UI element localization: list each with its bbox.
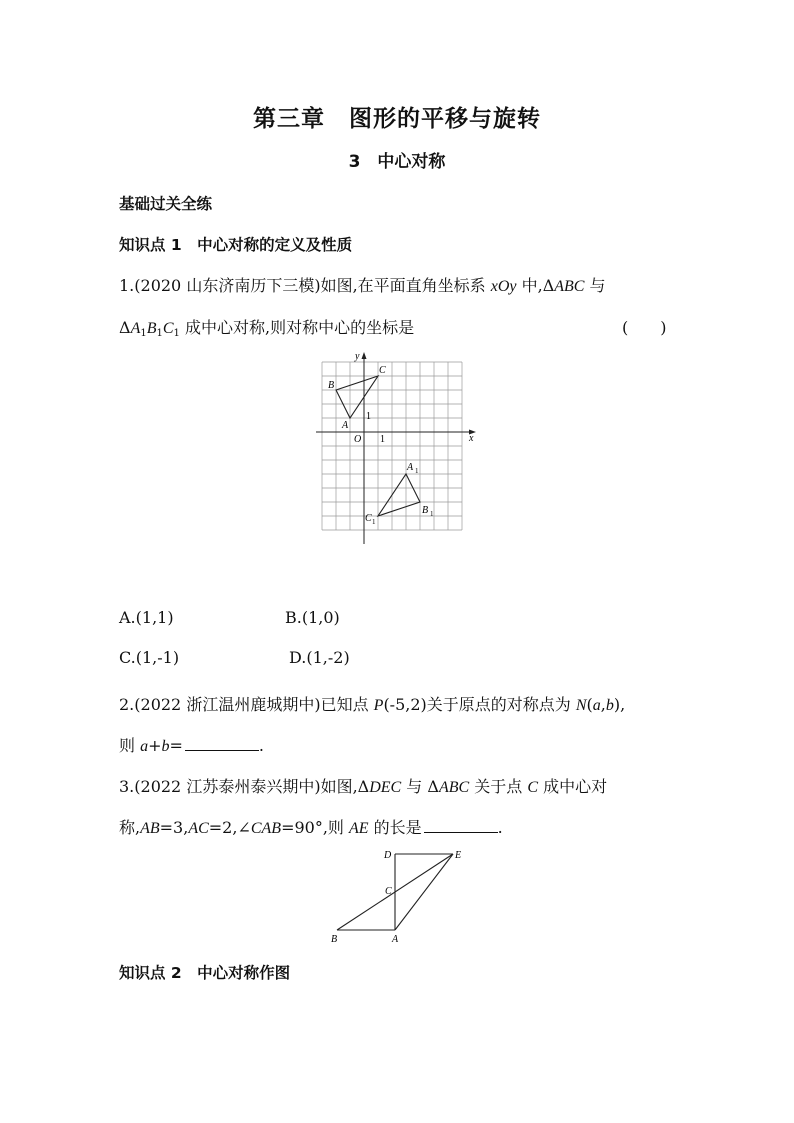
q2-line-1	[119, 692, 625, 715]
q2-equals: =	[169, 736, 183, 755]
triangle-a1b1c1	[378, 474, 420, 516]
q3-line-1	[119, 774, 607, 797]
point-b-label: B	[328, 380, 335, 391]
q3-text-c: 关于点	[469, 777, 528, 796]
q2-point-n: N	[575, 697, 587, 714]
q1-delta: Δ	[119, 318, 131, 337]
q2-n-paren-close: ),	[613, 695, 626, 714]
point-a1-label: A	[407, 462, 414, 473]
q3-ab: AB	[140, 820, 160, 837]
y-label: y	[355, 351, 360, 362]
q2-expr-a: a	[140, 738, 149, 755]
q1-xoy: xOy	[490, 278, 517, 295]
q2-text-a: 已知点	[320, 695, 374, 714]
q3-abc: ABC	[438, 779, 470, 796]
q1-option-b: B.(1,0)	[285, 608, 340, 627]
q3-line2-start: 称,	[119, 818, 141, 837]
q3-number: 3.	[119, 777, 135, 796]
q2-answer-blank[interactable]	[185, 736, 259, 751]
q1-answer-paren: ( )	[622, 318, 667, 337]
chapter-title: 第三章 图形的平移与旋转	[253, 106, 541, 132]
q3-point-c: C	[527, 779, 539, 796]
q3-line-2	[119, 815, 503, 838]
q2-var-a: a	[592, 697, 601, 714]
q1-option-d: D.(1,-2)	[289, 648, 350, 667]
q1-line-1	[119, 273, 606, 296]
q2-text-b: 关于原点的对称点为	[426, 695, 576, 714]
q1-line-2	[119, 315, 414, 339]
q3-label-b: B	[331, 934, 338, 945]
origin-label: O	[354, 434, 362, 445]
q1-text-d: 成中心对称,则对称中心的坐标是	[179, 318, 415, 337]
q2-line-2	[119, 733, 264, 756]
point-b1-label: B	[422, 505, 429, 516]
q3-dec: DEC	[369, 779, 402, 796]
q3-text-b: 与 Δ	[401, 777, 439, 796]
point-b1-sub: 1	[430, 510, 434, 518]
q1-c1-sub: 1	[173, 328, 180, 339]
q2-period: .	[258, 736, 264, 755]
q1-text-c: 与	[584, 276, 606, 295]
section-title: 3 中心对称	[348, 152, 446, 172]
point-a1-sub: 1	[415, 467, 419, 475]
q2-plus: +	[148, 736, 162, 755]
knowledge-point-2-heading: 知识点 2 中心对称作图	[119, 964, 291, 982]
point-a-label: A	[342, 420, 349, 431]
q1-text-b: 中,Δ	[516, 276, 555, 295]
knowledge-point-1-heading: 知识点 1 中心对称的定义及性质	[119, 236, 353, 254]
q3-ae: AE	[349, 820, 369, 837]
q1-option-a: A.(1,1)	[119, 608, 174, 627]
y-axis-arrow-icon	[362, 352, 367, 359]
q2-number: 2.	[119, 695, 135, 714]
q1-c1: C	[162, 320, 174, 337]
q3-ac: AC	[188, 820, 209, 837]
q3-period: .	[497, 818, 503, 837]
q1-b1-sub: 1	[156, 328, 163, 339]
q2-expr-b: b	[161, 738, 170, 755]
q1-coordinate-figure	[310, 350, 485, 550]
q3-label-a: A	[392, 934, 399, 945]
q3-source: (2022 江苏泰州泰兴期中)	[134, 777, 321, 796]
q2-n-paren-open: (	[586, 695, 593, 714]
q1-b1: B	[146, 320, 157, 337]
x-label: x	[469, 433, 474, 444]
q3-ab-value: =3,	[159, 818, 189, 837]
point-c-label: C	[379, 365, 386, 376]
q1-number: 1.	[119, 276, 135, 295]
segment-ae	[395, 854, 453, 930]
point-c1-label: C	[365, 513, 372, 524]
q2-point-p: P	[373, 697, 384, 714]
point-c1-sub: 1	[372, 518, 376, 526]
q2-source: (2022 浙江温州鹿城期中)	[134, 695, 321, 714]
q1-text-a: 如图,在平面直角坐标系	[320, 276, 491, 295]
y-unit-label: 1	[366, 411, 371, 422]
q1-source: (2020 山东济南历下三模)	[134, 276, 321, 295]
basic-practice-heading: 基础过关全练	[119, 195, 213, 213]
q3-label-c: C	[385, 886, 392, 897]
q3-answer-blank[interactable]	[424, 818, 498, 833]
q1-option-c: C.(1,-1)	[119, 648, 180, 667]
triangle-abc	[336, 376, 378, 418]
q3-text-d: 成中心对	[538, 777, 608, 796]
q3-text-a: 如图,Δ	[320, 777, 370, 796]
q3-line2-end: 的长是	[368, 818, 422, 837]
q1-a1-sub: 1	[140, 328, 147, 339]
x-unit-label: 1	[380, 434, 385, 445]
q3-ac-value: =2,∠	[208, 818, 251, 837]
q1-abc: ABC	[554, 278, 585, 295]
q2-comma: ,	[600, 695, 606, 714]
q1-a1: A	[130, 320, 141, 337]
q3-figure	[325, 845, 475, 950]
q3-label-d: D	[384, 850, 392, 861]
q3-label-e: E	[455, 850, 462, 861]
q2-coords: (-5,2)	[383, 695, 427, 714]
q3-angle-value: =90°,则	[281, 818, 350, 837]
q3-cab: CAB	[250, 820, 282, 837]
q2-line2-text: 则	[119, 736, 141, 755]
q2-var-b: b	[605, 697, 614, 714]
